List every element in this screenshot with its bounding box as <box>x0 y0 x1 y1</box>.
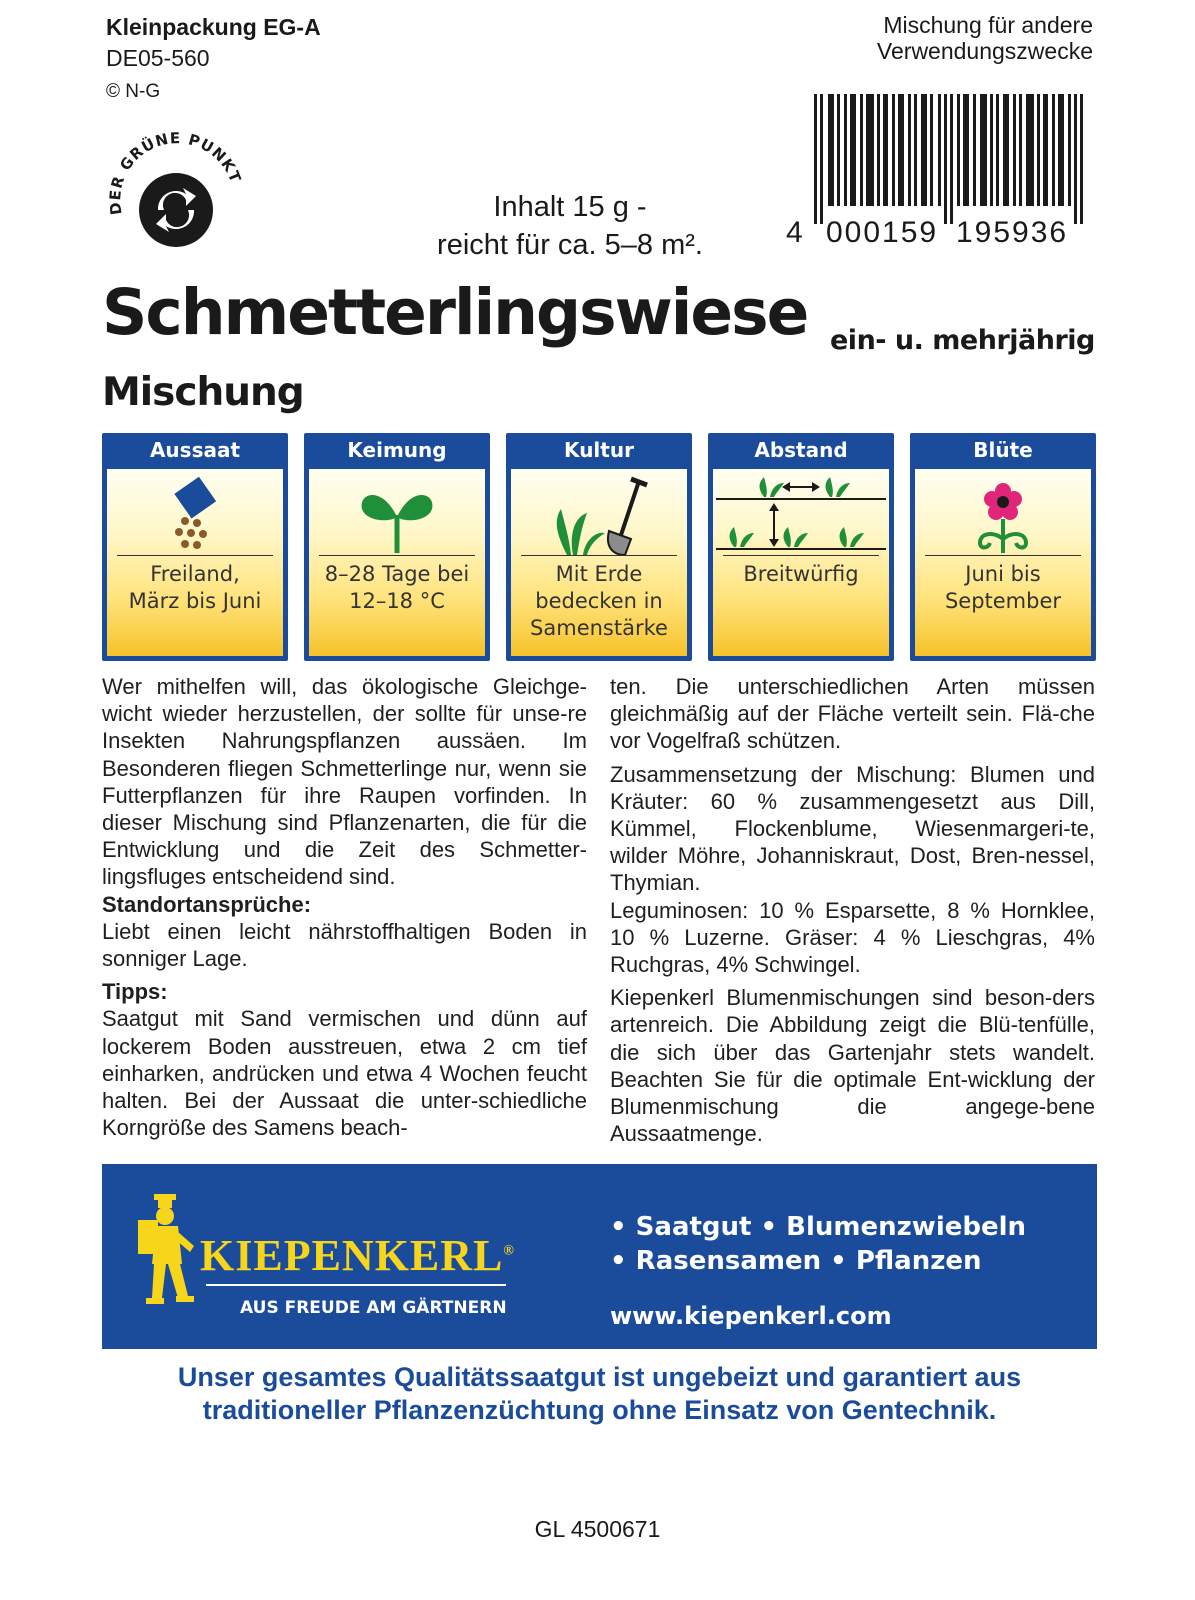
info-box-label: Aussaat <box>149 438 241 462</box>
svg-text:DER GRÜNE PUNKT: DER GRÜNE PUNKT <box>105 129 245 216</box>
info-box-bluete <box>910 433 1096 661</box>
content-amount-line2: reicht für ca. 5–8 m². <box>437 229 703 261</box>
tipps-heading: Tipps: <box>102 979 168 1005</box>
shovel-plants-icon <box>511 473 687 553</box>
product-title: Schmetterlingswiese <box>102 276 808 349</box>
packing-code: DE05-560 <box>106 45 210 71</box>
quality-note <box>102 1361 1097 1427</box>
info-box-text: Freiland, März bis Juni <box>128 562 262 613</box>
closing-paragraph: Kiepenkerl Blumenmischungen sind beson-ders artenreich. Die Abbildung zeigt die Blü-tenfülle, die sich über das Gartenjahr stets wandelt. Beachten Sie für die optimale Ent-wicklung der Blumenmischung die angege-bene Aussaatmenge. <box>610 985 1095 1147</box>
green-dot-logo <box>100 126 250 276</box>
website-link[interactable]: www.kiepenkerl.com <box>610 1302 892 1330</box>
brand-name: KIEPENKERL <box>200 1231 504 1280</box>
packing-type: Kleinpackung EG-A <box>106 14 321 40</box>
barcode-bars <box>814 94 1122 224</box>
packaging-info <box>106 12 321 107</box>
quality-note-line2: traditioneller Pflanzenzüchtung ohne Einsatz von Gentechnik. <box>202 1395 997 1425</box>
footer-code: GL 4500671 <box>534 1516 661 1542</box>
seedling-icon <box>309 473 485 553</box>
info-box-aussaat <box>102 433 288 661</box>
info-box-abstand <box>708 433 894 661</box>
product-categories <box>610 1210 1026 1278</box>
product-categories-line2: • Rasensamen • Pflanzen <box>610 1246 982 1276</box>
intro-paragraph: Wer mithelfen will, das ökologische Gleichge-wicht wieder herzustellen, der sollte für unse-re Insekten Nahrungspflanzen aussäen. Im Besonderen fliegen Schmetterlinge nur, wenn sie Futterpflanzen für ihre Raupen vorfinden. In dieser Mischung sind Pflanzenarten, die für die Entwicklung und die Zeit des Schmetter-lingsfluges entscheidend sind. <box>102 674 587 890</box>
standort-heading: Standortansprüche: <box>102 891 312 917</box>
content-amount <box>395 188 745 264</box>
barcode-group2: 195936 <box>956 216 1069 249</box>
tipps-paragraph: Saatgut mit Sand vermischen und dünn auf lockerem Boden ausstreuen, etwa 2 cm tief einharken, andrücken und etwa 4 Wochen feucht halten. Bei der Aussaat die unter-schiedliche Korngröße des Samens beach- <box>102 1006 587 1141</box>
info-box-text: Mit Erde bedecken in Samenstärke <box>530 562 668 640</box>
legumes-paragraph: Leguminosen: 10 % Esparsette, 8 % Hornklee, 10 % Luzerne. Gräser: 4 % Lieschgras, 4% Ruchgras, 4% Schwingel. <box>610 897 1095 978</box>
info-box-text: Juni bis September <box>944 562 1062 613</box>
product-subtitle: ein- u. mehrjährig <box>830 325 1095 356</box>
barcode-digit-first: 4 <box>786 216 805 249</box>
copyright: © N-G <box>106 81 161 102</box>
info-box-text: 8–28 Tage bei 12–18 °C <box>324 562 470 613</box>
info-box-label: Blüte <box>973 438 1033 462</box>
product-categories-line1: • Saatgut • Blumenzwiebeln <box>610 1212 1027 1242</box>
info-box-keimung <box>304 433 490 661</box>
usage-note-line2: Verwendungszwecke <box>876 38 1093 64</box>
content-amount-line1: Inhalt 15 g - <box>493 191 647 223</box>
brand-tagline: AUS FREUDE AM GÄRTNERN <box>240 1298 507 1318</box>
brand-banner <box>102 1164 1097 1349</box>
info-box-kultur <box>506 433 692 661</box>
seed-packet-icon <box>107 473 283 553</box>
standort-paragraph: Liebt einen leicht nährstoffhaltigen Boden in sonniger Lage. <box>102 918 587 972</box>
barcode <box>786 94 1094 262</box>
usage-note-line1: Mischung für andere <box>883 12 1093 38</box>
spacing-icon <box>713 473 889 553</box>
tipps-continuation: ten. Die unterschiedlichen Arten müssen gleichmäßig auf der Fläche verteilt sein. Flä-che vor Vogelfraß schützen. <box>610 674 1095 754</box>
info-box-label: Kultur <box>564 438 634 462</box>
description-left-column <box>102 673 587 1141</box>
usage-note <box>877 12 1093 64</box>
brand-divider <box>206 1284 506 1286</box>
description-right-column <box>610 673 1095 1147</box>
flower-icon <box>915 473 1091 553</box>
quality-note-line1: Unser gesamtes Qualitätssaatgut ist ungebeizt und garantiert aus <box>177 1362 1022 1392</box>
info-box-label: Keimung <box>347 438 447 462</box>
cultivation-info <box>102 433 1097 663</box>
green-dot-icon <box>100 126 250 276</box>
info-box-label: Abstand <box>754 438 848 462</box>
registered-mark: ® <box>503 1243 515 1259</box>
info-box-text: Breitwürfig <box>743 562 859 586</box>
composition-paragraph: Zusammensetzung der Mischung: Blumen und Kräuter: 60 % zusammengesetzt aus Dill, Kümmel, Flockenblume, Wiesenmargeri-te, wilder Möhre, Johanniskraut, Dost, Bren-nessel, Thymian. <box>610 761 1095 896</box>
product-type: Mischung <box>102 370 304 415</box>
brand-logo-text <box>200 1230 515 1281</box>
barcode-group1: 000159 <box>826 216 939 249</box>
kiepenkerl-figure-icon <box>132 1194 202 1314</box>
